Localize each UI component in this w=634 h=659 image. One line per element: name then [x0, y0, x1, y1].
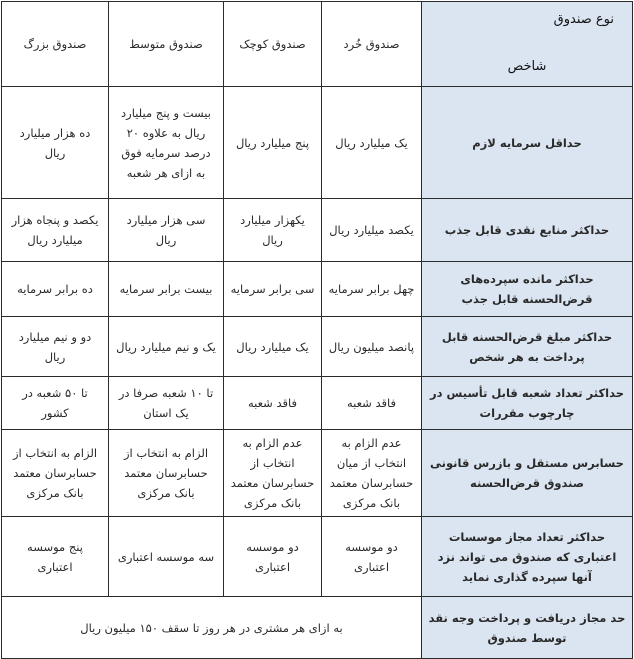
table-cell: الزام به انتخاب از حسابرسان معتمد بانک مرکزی — [109, 430, 224, 517]
column-header-large: صندوق بزرگ — [2, 2, 109, 87]
table-cell: فاقد شعبه — [224, 377, 322, 430]
table-cell: پنج موسسه اعتباری — [2, 517, 109, 597]
table-cell: سی برابر سرمایه — [224, 262, 322, 317]
table-cell: دو و نیم میلیارد ریال — [2, 317, 109, 377]
table-cell: یکصد میلیارد ریال — [322, 199, 422, 262]
corner-top-label: نوع صندوق — [553, 12, 614, 27]
column-header-medium: صندوق متوسط — [109, 2, 224, 87]
table-row — [2, 597, 633, 659]
table-cell: یک میلیارد ریال — [322, 87, 422, 199]
table-cell: پنج میلیارد ریال — [224, 87, 322, 199]
table-row — [2, 199, 633, 262]
table-row — [2, 377, 633, 430]
table-cell: تا ۵۰ شعبه در کشور — [2, 377, 109, 430]
table-cell: ده برابر سرمایه — [2, 262, 109, 317]
header-row — [2, 2, 633, 87]
table-cell: یک میلیارد ریال — [224, 317, 322, 377]
table-row — [2, 517, 633, 597]
column-header-micro: صندوق خُرد — [322, 2, 422, 87]
table-cell: چهل برابر سرمایه — [322, 262, 422, 317]
corner-bottom-label: شاخص — [507, 59, 547, 74]
table-row — [2, 317, 633, 377]
row-label: حداقل سرمایه لازم — [422, 87, 633, 199]
table-cell: بیست و پنج میلیارد ریال به علاوه ۲۰ درصد سرمایه فوق به ازای هر شعبه — [109, 87, 224, 199]
fund-comparison-table — [1, 1, 633, 659]
table-cell: فاقد شعبه — [322, 377, 422, 430]
table-cell: عدم الزام به انتخاب از میان حسابرسان معتمد بانک مرکزی — [322, 430, 422, 517]
table-row — [2, 430, 633, 517]
table-row — [2, 262, 633, 317]
table-cell: پانصد میلیون ریال — [322, 317, 422, 377]
table-cell: عدم الزام به انتخاب از حسابرسان معتمد بانک مرکزی — [224, 430, 322, 517]
table-cell: یکصد و پنجاه هزار میلیارد ریال — [2, 199, 109, 262]
corner-header-cell — [422, 2, 633, 87]
merged-cell: به ازای هر مشتری در هر روز تا سقف ۱۵۰ میلیون ریال — [2, 597, 422, 659]
row-label: حداکثر مبلغ قرض‌الحسنه قابل پرداخت به هر شخص — [422, 317, 633, 377]
table-cell: دو موسسه اعتباری — [322, 517, 422, 597]
table-cell: بیست برابر سرمایه — [109, 262, 224, 317]
row-label: حد مجاز دریافت و پرداخت وجه نقد توسط صندوق — [422, 597, 633, 659]
table-cell: تا ۱۰ شعبه صرفا در یک استان — [109, 377, 224, 430]
row-label: حسابرس مستقل و بازرس قانونی صندوق قرض‌الحسنه — [422, 430, 633, 517]
table-cell: سی هزار میلیارد ریال — [109, 199, 224, 262]
table-cell: الزام به انتخاب از حسابرسان معتمد بانک مرکزی — [2, 430, 109, 517]
table-cell: یک و نیم میلیارد ریال — [109, 317, 224, 377]
table-cell: یکهزار میلیارد ریال — [224, 199, 322, 262]
table-cell: دو موسسه اعتباری — [224, 517, 322, 597]
table-cell: سه موسسه اعتباری — [109, 517, 224, 597]
row-label: حداکثر تعداد شعبه قابل تأسیس در چارچوب مقررات — [422, 377, 633, 430]
table-row — [2, 87, 633, 199]
row-label: حداکثر تعداد مجاز موسسات اعتباری که صندوق می تواند نزد آنها سپرده گذاری نماید — [422, 517, 633, 597]
table-cell: ده هزار میلیارد ریال — [2, 87, 109, 199]
row-label: حداکثر منابع نقدی قابل جذب — [422, 199, 633, 262]
row-label: حداکثر مانده سپرده‌های قرض‌الحسنه قابل جذب — [422, 262, 633, 317]
column-header-small: صندوق کوچک — [224, 2, 322, 87]
